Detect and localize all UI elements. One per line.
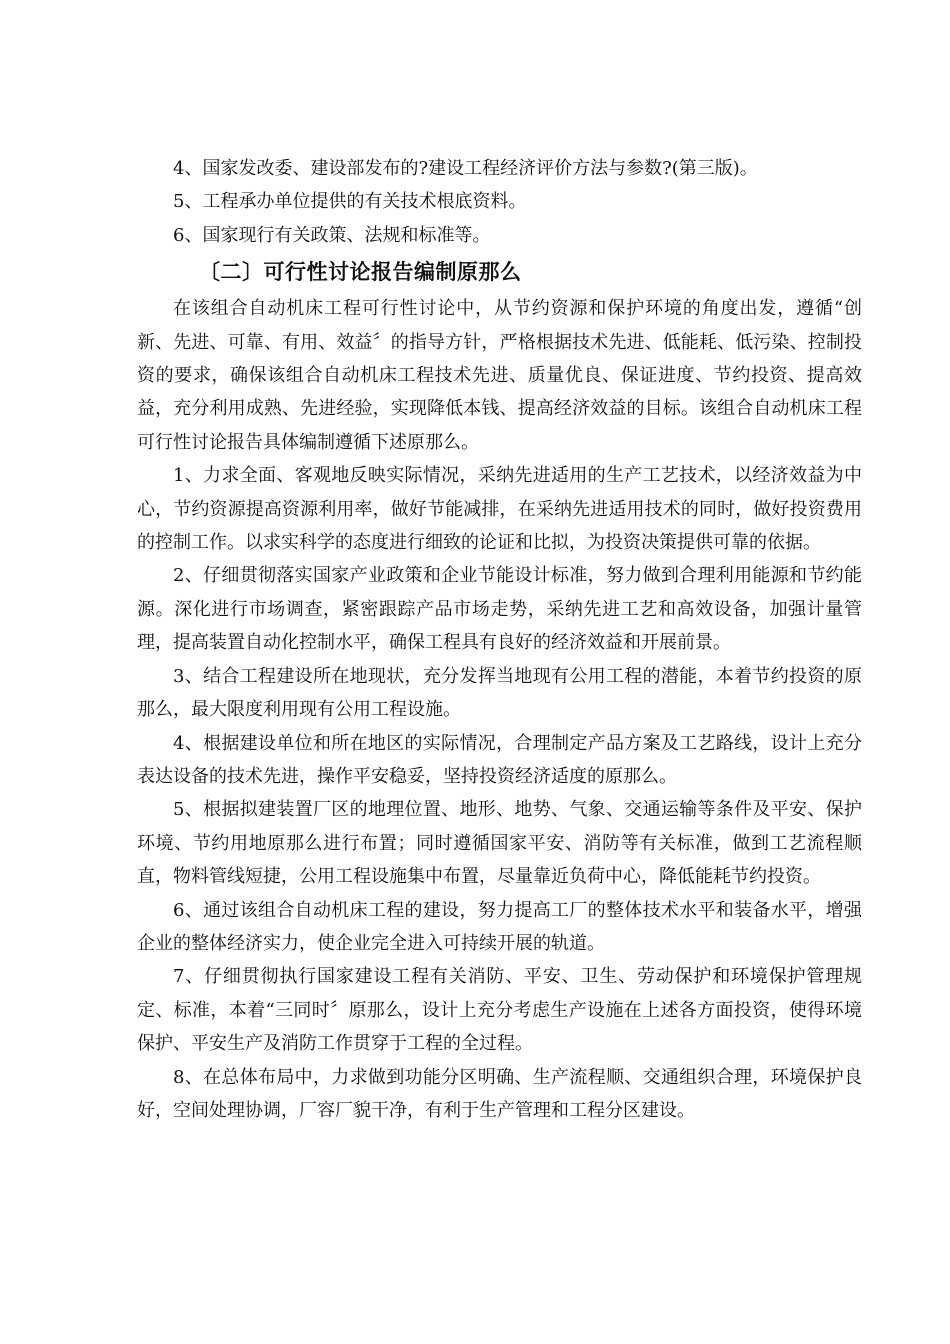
principle-2: 2、仔细贯彻落实国家产业政策和企业节能设计标准，努力做到合理利用能源和节约能源。深化进行市场调查，紧密跟踪产品市场走势，采纳先进工艺和高效设备，加强计量管理，提高装置自动化控制水平，确保工程具有良好的经济效益和开展前景。 xyxy=(137,565,862,654)
principle-4: 4、根据建设单位和所在地区的实际情况，合理制定产品方案及工艺路线，设计上充分表达设备的技术先进，操作平安稳妥，坚持投资经济适度的原那么。 xyxy=(137,732,862,787)
principle-3: 3、结合工程建设所在地现状，充分发挥当地现有公用工程的潜能，本着节约投资的原那么，最大限度利用现有公用工程设施。 xyxy=(137,665,862,721)
principle-7: 7、仔细贯彻执行国家建设工程有关消防、平安、卫生、劳动保护和环境保护管理规定、标准，本着“三同时〞原那么，设计上充分考虑生产设施在上述各方面投资，使得环境保护、平安生产及消防工作贯穿于工程的全过程。 xyxy=(137,966,862,1055)
intro-paragraph: 在该组合自动机床工程可行性讨论中，从节约资源和保护环境的角度出发，遵循“创新、先进、可靠、有用、效益〞的指导方针，严格根据技术先进、低能耗、低污染、控制投资的要求，确保该组合自动机床工程技术先进、质量优良、保证进度、节约投资、提高效益，充分利用成熟、先进经验，实现降低本钱、提高经济效益的目标。该组合自动机床工程可行性讨论报告具体编制遵循下述原那么。 xyxy=(137,298,862,453)
principle-1: 1、力求全面、客观地反映实际情况，采纳先进适用的生产工艺技术，以经济效益为中心，节约资源提高资源利用率，做好节能减排，在采纳先进适用技术的同时，做好投资费用的控制工作。以求实科学的态度进行细致的论证和比拟，为投资决策提供可靠的依据。 xyxy=(137,465,862,554)
principle-6: 6、通过该组合自动机床工程的建设，努力提高工厂的整体技术水平和装备水平，增强企业的整体经济实力，使企业完全进入可持续开展的轨道。 xyxy=(137,899,862,954)
basis-item-5: 5、工程承办单位提供的有关技术根底资料。 xyxy=(173,191,527,213)
section-heading: 〔二〕可行性讨论报告编制原那么 xyxy=(199,260,522,285)
principle-8: 8、在总体布局中，力求做到功能分区明确、生产流程顺、交通组织合理，环境保护良好，空间处理协调，厂容厂貌干净，有利于生产管理和工程分区建设。 xyxy=(137,1066,862,1121)
basis-item-6: 6、国家现行有关政策、法规和标准等。 xyxy=(173,224,491,246)
principle-5: 5、根据拟建装置厂区的地理位置、地形、地势、气象、交通运输等条件及平安、保护环境、节约用地原那么进行布置；同时遵循国家平安、消防等有关标准，做到工艺流程顺直，物料管线短捷，公用工程设施集中布置，尽量靠近负荷中心，降低能耗节约投资。 xyxy=(137,799,862,888)
basis-item-4: 4、国家发改委、建设部发布的?建设工程经济评价方法与参数?(第三版)。 xyxy=(173,158,758,179)
document-body xyxy=(137,152,862,1127)
